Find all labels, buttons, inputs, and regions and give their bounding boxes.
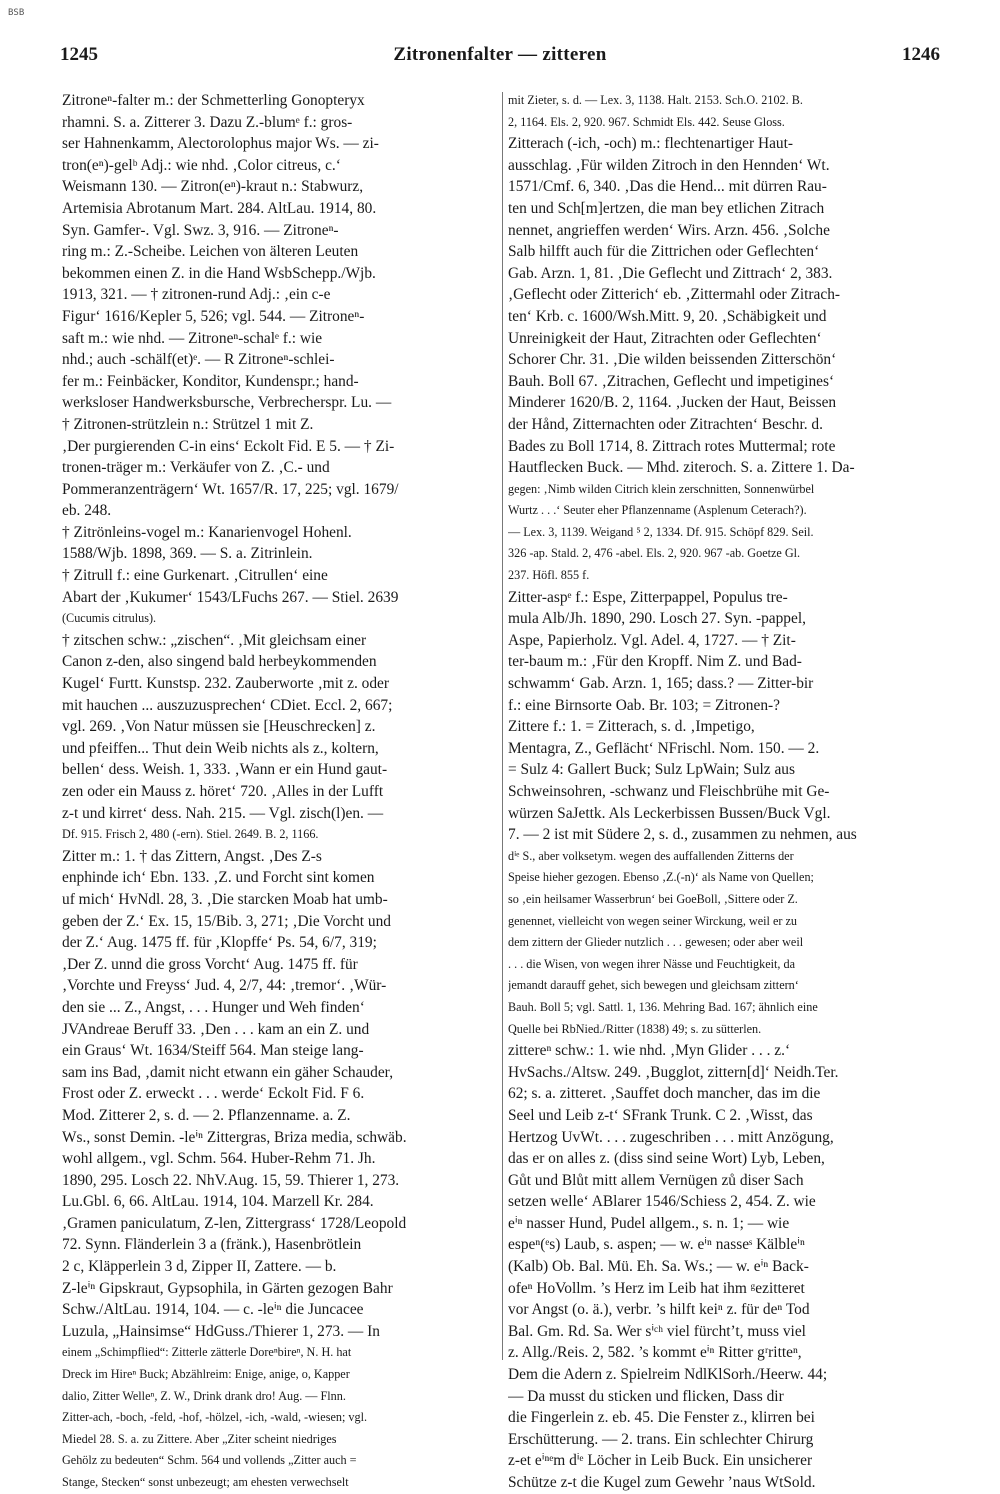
text-line: wohl allgem., vgl. Schm. 564. Huber-Rehm 71. Jh. [62,1150,376,1168]
text-line: sam ins Bad, ‚damit nicht etwann ein gäher Schauder, [62,1063,394,1081]
text-line: Gehölz zu bedeuten“ Schm. 564 und vollends „Zitter auch = [62,1453,357,1468]
text-line: eⁱⁿ nasser Hund, Pudel allgem., s. n. 1; — wie [508,1214,790,1232]
text-line: JVAndreae Beruff 33. ‚Den . . . kam an ein Z. und [62,1020,370,1038]
text-line: (Kalb) Ob. Bal. Mü. Eh. Sa. Ws.; — w. eⁱⁿ Back- [508,1258,809,1276]
text-line: so ‚ein heilsamer Wasserbrun‘ bei GoeBoll, ‚Sittere oder Z. [508,891,798,906]
text-line: 7. — 2 ist mit Südere 2, s. d., zusammen zu nehmen, aus [508,826,857,844]
text-line: Ws., sonst Demin. -leⁱⁿ Zittergras, Briza media, schwäb. [62,1128,407,1146]
text-line: Bades zu Boll 1714, 8. Zittrach rotes Muttermal; rote [508,437,836,455]
text-line: enphinde ich‘ Ebn. 133. ‚Z. und Forcht sint komen [62,869,375,887]
text-line: ein Graus‘ Wt. 1634/Steiff 564. Man steige lang- [62,1042,364,1060]
text-line: ‚Vorchte und Freyss‘ Jud. 4, 2/7, 44: ‚tremor‘. ‚Wür- [62,977,387,995]
text-line: z-et eⁱⁿᵉm dⁱᵉ Löcher in Leib Buck. Ein unsicherer [508,1452,813,1470]
text-line: ten und Sch[m]ertzen, die man bey etlichen Zitrach [508,199,825,217]
text-line: Gab. Arzn. 1, 81. ‚Die Geflecht und Zittrach‘ 2, 383. [508,264,833,282]
text-line: 1571/Cmf. 6, 340. ‚Das die Hend... mit dürren Rau- [508,178,827,196]
text-line: Salb hilfft auch für die Zittrichen oder Geflechten‘ [508,243,820,261]
text-line: Erschütterung. — 2. trans. Ein schlechter Chirurg [508,1430,814,1448]
text-line: f.: eine Birnsorte Oab. Br. 103; = Zitronen-? [508,696,780,714]
text-line: Zitter-ach, -boch, -feld, -hof, -hölzel, -ich, -wald, -wiesen; vgl. [62,1410,368,1425]
text-line: 1913, 321. — † zitronen-rund Adj.: ‚ein c-e [62,286,331,304]
text-line: Syn. Gamfer-. Vgl. Swz. 3, 916. — Zitroneⁿ- [62,221,339,239]
text-line: Mod. Zitterer 2, s. d. — 2. Pflanzenname. a. Z. [62,1106,351,1124]
text-line: der Hånd, Zitternachten oder Zitrachten‘ Beschr. d. [508,415,823,433]
text-line: Stange, Stecken“ sonst unbezeugt; am ehesten verwechselt [62,1475,349,1489]
text-line: Miedel 28. S. a. zu Zittere. Aber „Ziter scheint niedriges [62,1431,337,1446]
text-line: Bal. Gm. Rd. Sa. Wer sⁱᶜʰ viel fürcht’t, muss viel [508,1322,806,1340]
text-line: † Zitrull f.: eine Gurkenart. ‚Citrullen‘ eine [62,567,328,585]
text-line: mit hauchen ... auszuzusprechen‘ CDiet. Eccl. 2, 667; [62,696,393,714]
text-line: Kugel‘ Furtt. Kunstsp. 232. Zauberworte ‚mit z. oder [62,675,389,693]
text-line: fer m.: Feinbäcker, Konditor, Kundenspr.; hand- [62,372,359,390]
text-line: Hertzog UvWt. . . . zugeschriben . . . mitt Anzögung, [508,1128,834,1146]
text-line: ‚Der Z. unnd die gross Vorcht‘ Aug. 1475 ff. für [62,955,358,973]
text-line: ausschlag. ‚Für wilden Zitroch in den Hennden‘ Wt. [508,156,830,174]
text-line: zen oder ein Mauss z. höret‘ 720. ‚Alles in der Lufft [62,783,384,800]
text-line: 237. Höfl. 855 f. [508,568,590,583]
text-line: tron(eⁿ)-gelᵇ Adj.: wie nhd. ‚Color citreus, c.‘ [62,156,341,174]
column-divider [502,92,503,1360]
text-line: dⁱᵉ S., aber volksetym. wegen des auffallenden Zitterns der [508,848,794,863]
text-line: Zittere f.: 1. = Zitterach, s. d. ‚Impetigo, [508,718,755,736]
text-line: (Cucumis citrulus). [62,611,157,626]
text-line: z-t und kirret‘ dess. Nah. 215. — Vgl. zisch(l)en. — [62,804,384,822]
text-line: Df. 915. Frisch 2, 480 (-ern). Stiel. 2649. B. 2, 1166. [62,827,319,842]
text-line: der Z.‘ Aug. 1475 ff. für ‚Klopffe‘ Ps. 54, 6/7, 319; [62,934,377,952]
text-line: Artemisia Abrotanum Mart. 284. AltLau. 1914, 80. [62,199,377,217]
text-line: die Fingerlein z. eb. 45. Die Fenster z., klirren bei [508,1409,815,1427]
text-line: Minderer 1620/B. 2, 1164. ‚Jucken der Haut, Beissen [508,394,837,412]
page-number-left: 1245 [60,44,98,65]
text-line: schwamm‘ Gab. Arzn. 1, 165; dass.? — Zitter-bir [508,675,814,693]
text-line: Dem die Adern z. Spielreim NdlKlSorh./Heerw. 44; [508,1366,828,1384]
text-line: Gůt und Blůt mitt allem Vernügen zů diser Sach [508,1171,804,1189]
text-line: vor Angst (o. ä.), verbr. ’s hilft keiⁿ z. für deⁿ Tod [508,1301,810,1319]
text-line: † Zitronen-strützlein n.: Strützel 1 mit Z. [62,415,314,433]
text-line: Unreinigkeit der Haut, Zitrachten oder Geflechten‘ [508,329,822,347]
text-line: Wurtz . . .‘ Seuter eher Pflanzenname (Asplenum Ceterach?). [508,503,807,518]
text-line: Aspe, Papierholz. Vgl. Adel. 4, 1727. — † Zit- [508,631,796,649]
text-line: . . . die Wisen, von wegen ihrer Nässe und Feuchtigkeit, da [508,956,795,971]
text-line: z. Allg./Reis. 2, 582. ’s kommt eⁱⁿ Ritter gʳritteⁿ, [508,1344,802,1362]
text-line: bekommen einen Z. in die Hand WsbSchepp./Wjb. [62,264,376,282]
library-mark: BSB [8,8,25,18]
text-line: Bauh. Boll 5; vgl. Sattl. 1, 136. Mehring Bad. 167; ähnlich eine [508,999,818,1014]
text-line: nennet, angrieffen werden‘ Wirs. Arzn. 456. ‚Solche [508,221,830,239]
running-title: Zitronenfalter — zitteren [393,44,607,65]
text-line: Mentagra, Z., Geflächt‘ NFrischl. Nom. 150. — 2. [508,739,820,757]
text-line: HvSachs./Altsw. 249. ‚Bugglot, zittern[d]‘ Neidh.Ter. [508,1063,839,1081]
text-line: rhamni. S. a. Zitterer 3. Dazu Z.-blumᵉ f.: gros- [62,113,353,131]
text-line: Speise hieher gezogen. Ebenso ‚Z.(-n)‘ als Name von Quellen; [508,870,814,885]
text-line: würzen SaJettk. Als Leckerbissen Bussen/Buck Vgl. [508,804,831,822]
text-line: 1588/Wjb. 1898, 369. — S. a. Zitrinlein. [62,545,313,563]
text-line: mula Alb/Jh. 1890, 290. Losch 27. Syn. -pappel, [508,610,806,628]
text-line: Seel und Leib z-t‘ SFrank Trunk. C 2. ‚Wisst, das [508,1106,813,1124]
text-line: einem „Schimpflied“: Zitterle zätterle Doreⁿbireⁿ, N. H. hat [62,1345,352,1360]
text-line: Zitterach (-ich, -och) m.: flechtenartiger Haut- [508,135,794,153]
text-line: Bauh. Boll 67. ‚Zitrachen, Geflecht und impetigines‘ [508,372,835,390]
text-line: Dreck im Hireⁿ Buck; Abzählreim: Enige, anige, o, Kapper [62,1367,350,1382]
text-line: setzen welle‘ ABlarer 1546/Schiess 2, 454. Z. wie [508,1193,816,1211]
text-line: Hautflecken Buck. — Mhd. ziteroch. S. a. Zittere 1. Da- [508,459,855,477]
right-column [508,90,936,1494]
text-line: 2 c, Kläpperlein 3 d, Zipper II, Zattere. — b. [62,1258,337,1276]
text-line: Zitter m.: 1. † das Zittern, Angst. ‚Des Z-s [62,847,322,865]
text-line: tronen-träger m.: Verkäufer von Z. ‚C.- und [62,459,330,477]
text-line: uf mich‘ HvNdl. 28, 3. ‚Die starcken Moab hat umb- [62,890,388,908]
text-line: jemandt darauff gehet, sich bewegen und gleichsam zittern‘ [508,978,799,993]
text-line: Abart der ‚Kukumer‘ 1543/LFuchs 267. — Stiel. 2639 [62,588,399,606]
text-line: 2, 1164. Els. 2, 920. 967. Schmidt Els. 442. Seuse Gloss. [508,114,785,129]
text-line: † Zitrönleins-vogel m.: Kanarienvogel Hohenl. [62,523,352,541]
text-line: geben der Z.‘ Ex. 15, 15/Bib. 3, 271; ‚Die Vorcht und [62,912,391,930]
text-line: Quelle bei RbNied./Ritter (1838) 49; s. zu sütterlen. [508,1021,762,1036]
left-column [62,90,498,1494]
text-line: — Da musst du sticken und flicken, Dass dir [508,1387,784,1405]
page-header [60,44,940,72]
text-line: Z-leⁱⁿ Gipskraut, Gypsophila, in Gärten gezogen Bahr [62,1279,393,1297]
text-line: Zitroneⁿ-falter m.: der Schmetterling Gonopteryx [62,92,365,109]
text-line: ter-baum m.: ‚Für den Kropff. Nim Z. und Bad- [508,653,802,671]
text-line: Zitter-aspᵉ f.: Espe, Zitterpappel, Populus tre- [508,588,788,606]
text-line: ‚Der purgierenden C-in eins‘ Eckolt Fid. E 5. — † Zi- [62,437,395,455]
text-line: 62; s. a. zitteret. ‚Sauffet doch mancher, das im die [508,1085,821,1103]
text-line: ‚Gramen paniculatum, Z-len, Zittergrass‘ 1728/Leopold [62,1214,407,1232]
text-line: mit Zieter, s. d. — Lex. 3, 1138. Halt. 2153. Sch.O. 2102. B. [508,93,803,107]
text-line: nhd.; auch -schälf(et)ᵉ. — R Zitroneⁿ-schlei- [62,351,335,369]
text-line: zittereⁿ schw.: 1. wie nhd. ‚Myn Glider . . . z.‘ [508,1042,791,1060]
text-line: ‚Geflecht oder Zitterich‘ eb. ‚Zittermahl oder Zitrach- [508,286,841,304]
text-line: ten‘ Krb. c. 1600/Wsh.Mitt. 9, 20. ‚Schäbigkeit und [508,307,827,325]
text-line: 1890, 295. Losch 22. NhV.Aug. 15, 59. Thierer 1, 273. [62,1171,400,1189]
text-line: Luzula, „Hainsimse“ HdGuss./Thierer 1, 273. — In [62,1322,380,1340]
text-line: bellen‘ dess. Weish. 1, 333. ‚Wann er ein Hund gaut- [62,761,388,779]
text-line: Frost oder Z. erweckt . . . werde‘ Eckolt Fid. F 6. [62,1085,365,1103]
text-line: das er on alles z. (diss sind seine Wort) Lyb, Leben, [508,1150,825,1168]
text-line: ring m.: Z.-Scheibe. Leichen von älteren Leuten [62,243,359,261]
text-line: vgl. 269. ‚Von Natur müssen sie [Heuschrecken] z. [62,718,376,736]
text-line: saft m.: wie nhd. — Zitroneⁿ-schalᵉ f.: wie [62,329,323,347]
text-line: espeⁿ(ᵉs) Laub, s. aspen; — w. eⁱⁿ nasseˢ Kälbleⁱⁿ [508,1236,805,1254]
text-line: Canon z-den, also singend bald herbeykommenden [62,653,377,671]
text-line: Lu.Gbl. 6, 66. AltLau. 1914, 104. Marzell Kr. 284. [62,1193,374,1211]
text-line: Weismann 130. — Zitron(eⁿ)-kraut n.: Stabwurz, [62,178,364,196]
text-line: Schweinsohren, -schwanz und Fleischbrühe mit Ge- [508,783,830,800]
text-line: Pommeranzenträgern‘ Wt. 1657/R. 17, 225; vgl. 1679/ [62,480,399,498]
text-line: ofeⁿ HoVollm. ’s Herz im Leib hat ihm ᵍezitteret [508,1279,805,1297]
page-number-right: 1246 [902,44,940,65]
text-line: Figur‘ 1616/Kepler 5, 526; vgl. 544. — Zitroneⁿ- [62,307,365,325]
text-line: Schorer Chr. 31. ‚Die wilden beissenden Zitterschön‘ [508,351,837,369]
text-line: † zitschen schw.: „zischen“. ‚Mit gleichsam einer [62,631,367,649]
text-line: Schw./AltLau. 1914, 104. — c. -leⁱⁿ die Juncacee [62,1301,364,1319]
text-line: = Sulz 4: Gallert Buck; Sulz LpWain; Sulz aus [508,761,795,779]
text-line: dem zittern der Glieder nutzlich . . . gewesen; oder aber weil [508,935,804,950]
text-line: gegen: ‚Nimb wilden Citrich klein zerschnitten, Sonnenwürbel [508,481,815,496]
text-line: Schütze z-t die Kugel zum Gewehr ’naus WtSold. [508,1474,816,1491]
text-line: 72. Synn. Fländerlein 3 a (fränk.), Hasenbrötlein [62,1236,362,1254]
text-line: dalio, Zitter Welleⁿ, Z. W., Drink drank dro! Aug. — Flnn. [62,1388,346,1403]
text-line: eb. 248. [62,502,112,520]
text-line: und pfeiffen... Thut dein Weib nichts als z., koltern, [62,739,379,757]
text-line: — Lex. 3, 1139. Weigand ⁵ 2, 1334. Df. 915. Schöpf 829. Seil. [508,524,814,539]
text-line: 326 -ap. Stald. 2, 476 -abel. Els. 2, 920. 967 -ab. Goetze Gl. [508,546,801,561]
text-line: werksloser Handwerksbursche, Verbrecherspr. Lu. — [62,394,392,412]
text-line: den sie ... Z., Angst, . . . Hunger und Weh finden‘ [62,998,365,1016]
text-line: genennet, vielleicht von wegen seiner Wirckung, weil er zu [508,913,797,928]
text-line: ser Hahnenkamm, Alectorolophus major Ws. — zi- [62,135,379,153]
